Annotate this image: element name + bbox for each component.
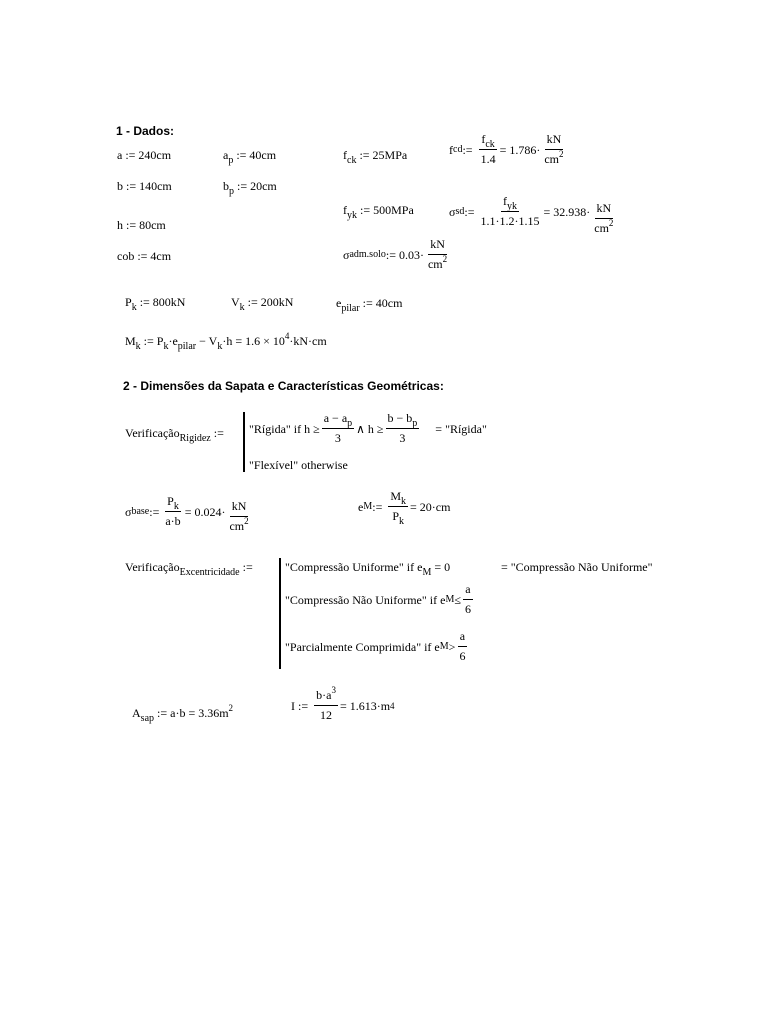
var-vk — [231, 295, 294, 313]
result: = 1.786· — [499, 142, 541, 157]
operator: > — [448, 639, 456, 654]
value: := 800kN — [136, 295, 186, 309]
subscript: p — [228, 155, 234, 166]
excentricidade-line3: "Parcialmente Comprimida" if e M > $\frac{a}{6}$ — [285, 629, 466, 663]
exponent: 2 — [608, 217, 614, 228]
subscript: k — [173, 501, 179, 512]
symbol: V — [231, 295, 240, 309]
symbol: M — [125, 334, 136, 348]
exponent: 2 — [228, 703, 234, 713]
result: = "Rígida" — [435, 421, 487, 436]
expr: ·e — [168, 334, 178, 348]
unit-kN-per-cm2 — [227, 500, 250, 534]
symbol: M — [390, 489, 402, 503]
subscript: p — [229, 186, 234, 197]
symbol: Verificação — [125, 426, 180, 440]
assign: := 0.03· — [385, 247, 424, 262]
subscript: M — [422, 567, 432, 578]
unit-den: cm — [594, 220, 609, 235]
subscript: pilar — [177, 341, 197, 352]
eq-sigma-adm-solo: σ adm.solo := 0.03· $\frac{kN}{cm^2}$ — [343, 237, 448, 271]
expr: ·h = 1.6 × 10 — [222, 334, 285, 348]
rigidez-line1 — [249, 412, 487, 446]
value: := 40cm — [359, 296, 403, 310]
value: := 25MPa — [356, 148, 408, 162]
var-a: a := 240cm — [117, 148, 172, 162]
unit-den: cm — [427, 256, 443, 271]
symbol: f — [343, 203, 347, 217]
subscript: sap — [140, 713, 155, 724]
symbol: b — [223, 179, 229, 193]
unit-kN-per-cm2 — [542, 133, 565, 167]
denominator: 1.1·1.2·1.15 — [480, 213, 540, 228]
exponent: 3 — [331, 685, 336, 695]
unit-num: kN — [230, 500, 249, 517]
assign: := — [462, 142, 473, 157]
result: = 20·cm — [410, 499, 451, 514]
symbol: f — [502, 194, 507, 208]
var-cob: cob := 4cm — [117, 249, 172, 263]
value: := 20cm — [234, 179, 277, 193]
excentricidade-line2: "Compressão Não Uniforme" if e M ≤ $\frac{a}{6}$ — [285, 582, 471, 616]
eq-mk — [125, 331, 327, 352]
eq-fcd: f cd := $\frac{f_{ck}}{1.4}$ = 1.786· $\frac{kN}{cm^2}$ — [449, 132, 564, 166]
subscript: Excentricidade — [179, 567, 240, 578]
subscript: k — [135, 341, 141, 352]
section-title-dados: 1 - Dados: — [116, 124, 175, 138]
var-b: b := 140cm — [117, 179, 172, 193]
excentricidade-result: = "Compressão Não Uniforme" — [501, 560, 653, 574]
fraction-b-minus-bp — [386, 412, 420, 446]
symbol: σ — [125, 504, 132, 519]
denominator: 3 — [334, 430, 341, 445]
exponent: 2 — [442, 253, 448, 264]
eq-asap — [132, 703, 234, 724]
result: = 32.938· — [543, 204, 591, 219]
assign: := — [210, 426, 224, 440]
var-pk — [125, 295, 186, 313]
numerator: a − a — [323, 411, 348, 425]
subscript: k — [401, 496, 407, 507]
unit: ·kN·cm — [289, 334, 327, 348]
symbol: A — [132, 706, 141, 720]
label-verificacao-excentricidade — [125, 560, 253, 578]
denominator: 12 — [320, 707, 333, 722]
eq-inertia: I := $\frac{b\cdot a^3}{12}$ = 1.613·m 4 — [291, 685, 395, 722]
unit-den: cm — [229, 518, 245, 533]
eq-eM: e M := $\frac{M_k}{P_k}$ = 20·cm — [358, 489, 451, 527]
subscript: ck — [347, 155, 357, 166]
unit-kN-per-cm2 — [426, 238, 449, 272]
numerator: a — [463, 583, 472, 600]
subscript: p — [347, 418, 353, 429]
program-bracket — [243, 412, 245, 472]
result: = 0.024· — [184, 504, 226, 519]
var-epilar — [336, 296, 403, 314]
fraction-mk-over-pk — [388, 489, 408, 527]
symbol: σ — [449, 204, 456, 219]
symbol: a — [223, 148, 229, 162]
unit-kN-per-cm2 — [592, 202, 615, 236]
symbol: Verificação — [125, 560, 180, 574]
var-h: h := 80cm — [117, 218, 166, 232]
subscript: yk — [347, 210, 357, 221]
denominator: 1.4 — [480, 151, 496, 166]
var-fck — [343, 148, 408, 166]
symbol: f — [449, 142, 453, 157]
symbol: e — [336, 296, 342, 310]
value: := 500MPa — [357, 203, 414, 217]
section-title-dimensoes: 2 - Dimensões da Sapata e Características Geométricas: — [123, 379, 444, 393]
expr: := P — [140, 334, 164, 348]
fraction-fck-over-1.4 — [479, 133, 498, 167]
assign: := — [239, 560, 253, 574]
operator: ≤ — [454, 592, 461, 607]
fraction-pk-over-ab — [163, 495, 182, 529]
value: := 200kN — [244, 295, 294, 309]
symbol: P — [392, 508, 400, 523]
subscript: k — [131, 302, 137, 313]
subscript: pilar — [341, 303, 360, 314]
exponent: 2 — [559, 148, 564, 159]
eq-sigma-sd: σ sd := $\frac{f_{yk}}{1.1\cdot 1.2\cdot 1.15}$ = 32.938· $\frac{kN}{cm^2}$ — [449, 194, 614, 235]
denominator: 6 — [459, 648, 466, 663]
subscript: k — [217, 341, 223, 352]
subscript: Rigidez — [179, 433, 211, 444]
value: := 40cm — [233, 148, 277, 162]
condition: "Rígida" if h ≥ — [249, 421, 320, 436]
unit-den: cm — [544, 151, 559, 166]
program-bracket — [279, 558, 281, 669]
numerator: a — [458, 630, 467, 647]
fraction-a-minus-ap — [322, 412, 354, 446]
condition: ∧ h ≥ — [356, 421, 384, 436]
exponent: 2 — [244, 515, 249, 526]
subscript: k — [399, 515, 405, 527]
subscript: k — [239, 302, 245, 313]
numerator: b − b — [387, 411, 413, 425]
assign: := — [372, 499, 383, 514]
denominator: 6 — [464, 601, 471, 616]
symbol: I := — [291, 698, 309, 713]
symbol: σ — [343, 247, 350, 262]
exponent: 4 — [284, 331, 290, 341]
symbol: P — [125, 295, 132, 309]
fraction-fyk — [478, 195, 541, 229]
condition: "Parcialmente Comprimida" if e — [285, 639, 440, 654]
condition: "Compressão Uniforme" if e — [285, 560, 423, 574]
subscript: k — [163, 341, 169, 352]
fraction-a-over-6 — [457, 630, 467, 664]
symbol: f — [481, 132, 486, 146]
excentricidade-line1 — [285, 560, 451, 578]
subscript: yk — [506, 201, 517, 212]
symbol: P — [167, 494, 174, 508]
result: = 1.613·m — [339, 698, 391, 713]
var-bp — [223, 179, 277, 197]
rigidez-line2: "Flexível" otherwise — [249, 458, 348, 472]
expr: − V — [196, 334, 218, 348]
label-verificacao-rigidez — [125, 426, 224, 444]
assign: := — [149, 504, 160, 519]
denominator: a·b — [165, 513, 181, 528]
symbol: f — [343, 148, 347, 162]
fraction-ba3-over-12 — [314, 685, 338, 723]
symbol: e — [358, 499, 364, 514]
denominator: 3 — [399, 430, 406, 445]
unit-num: kN — [428, 238, 447, 255]
fraction-a-over-6 — [463, 583, 473, 617]
assign: := — [464, 204, 475, 219]
numerator: b·a — [316, 688, 332, 702]
subscript: p — [412, 418, 418, 429]
eq-sigma-base: σ base := $\frac{P_k}{a\cdot b}$ = 0.024· $\frac{kN}{cm^2}$ — [125, 494, 249, 533]
var-fyk — [343, 203, 414, 221]
subscript: ck — [485, 139, 495, 150]
condition: "Compressão Não Uniforme" if e — [285, 592, 446, 607]
condition: = 0 — [431, 560, 451, 574]
unit-num: kN — [545, 133, 564, 150]
unit-num: kN — [595, 202, 614, 219]
var-ap — [223, 148, 277, 166]
value: := a·b = 3.36m — [154, 706, 229, 720]
